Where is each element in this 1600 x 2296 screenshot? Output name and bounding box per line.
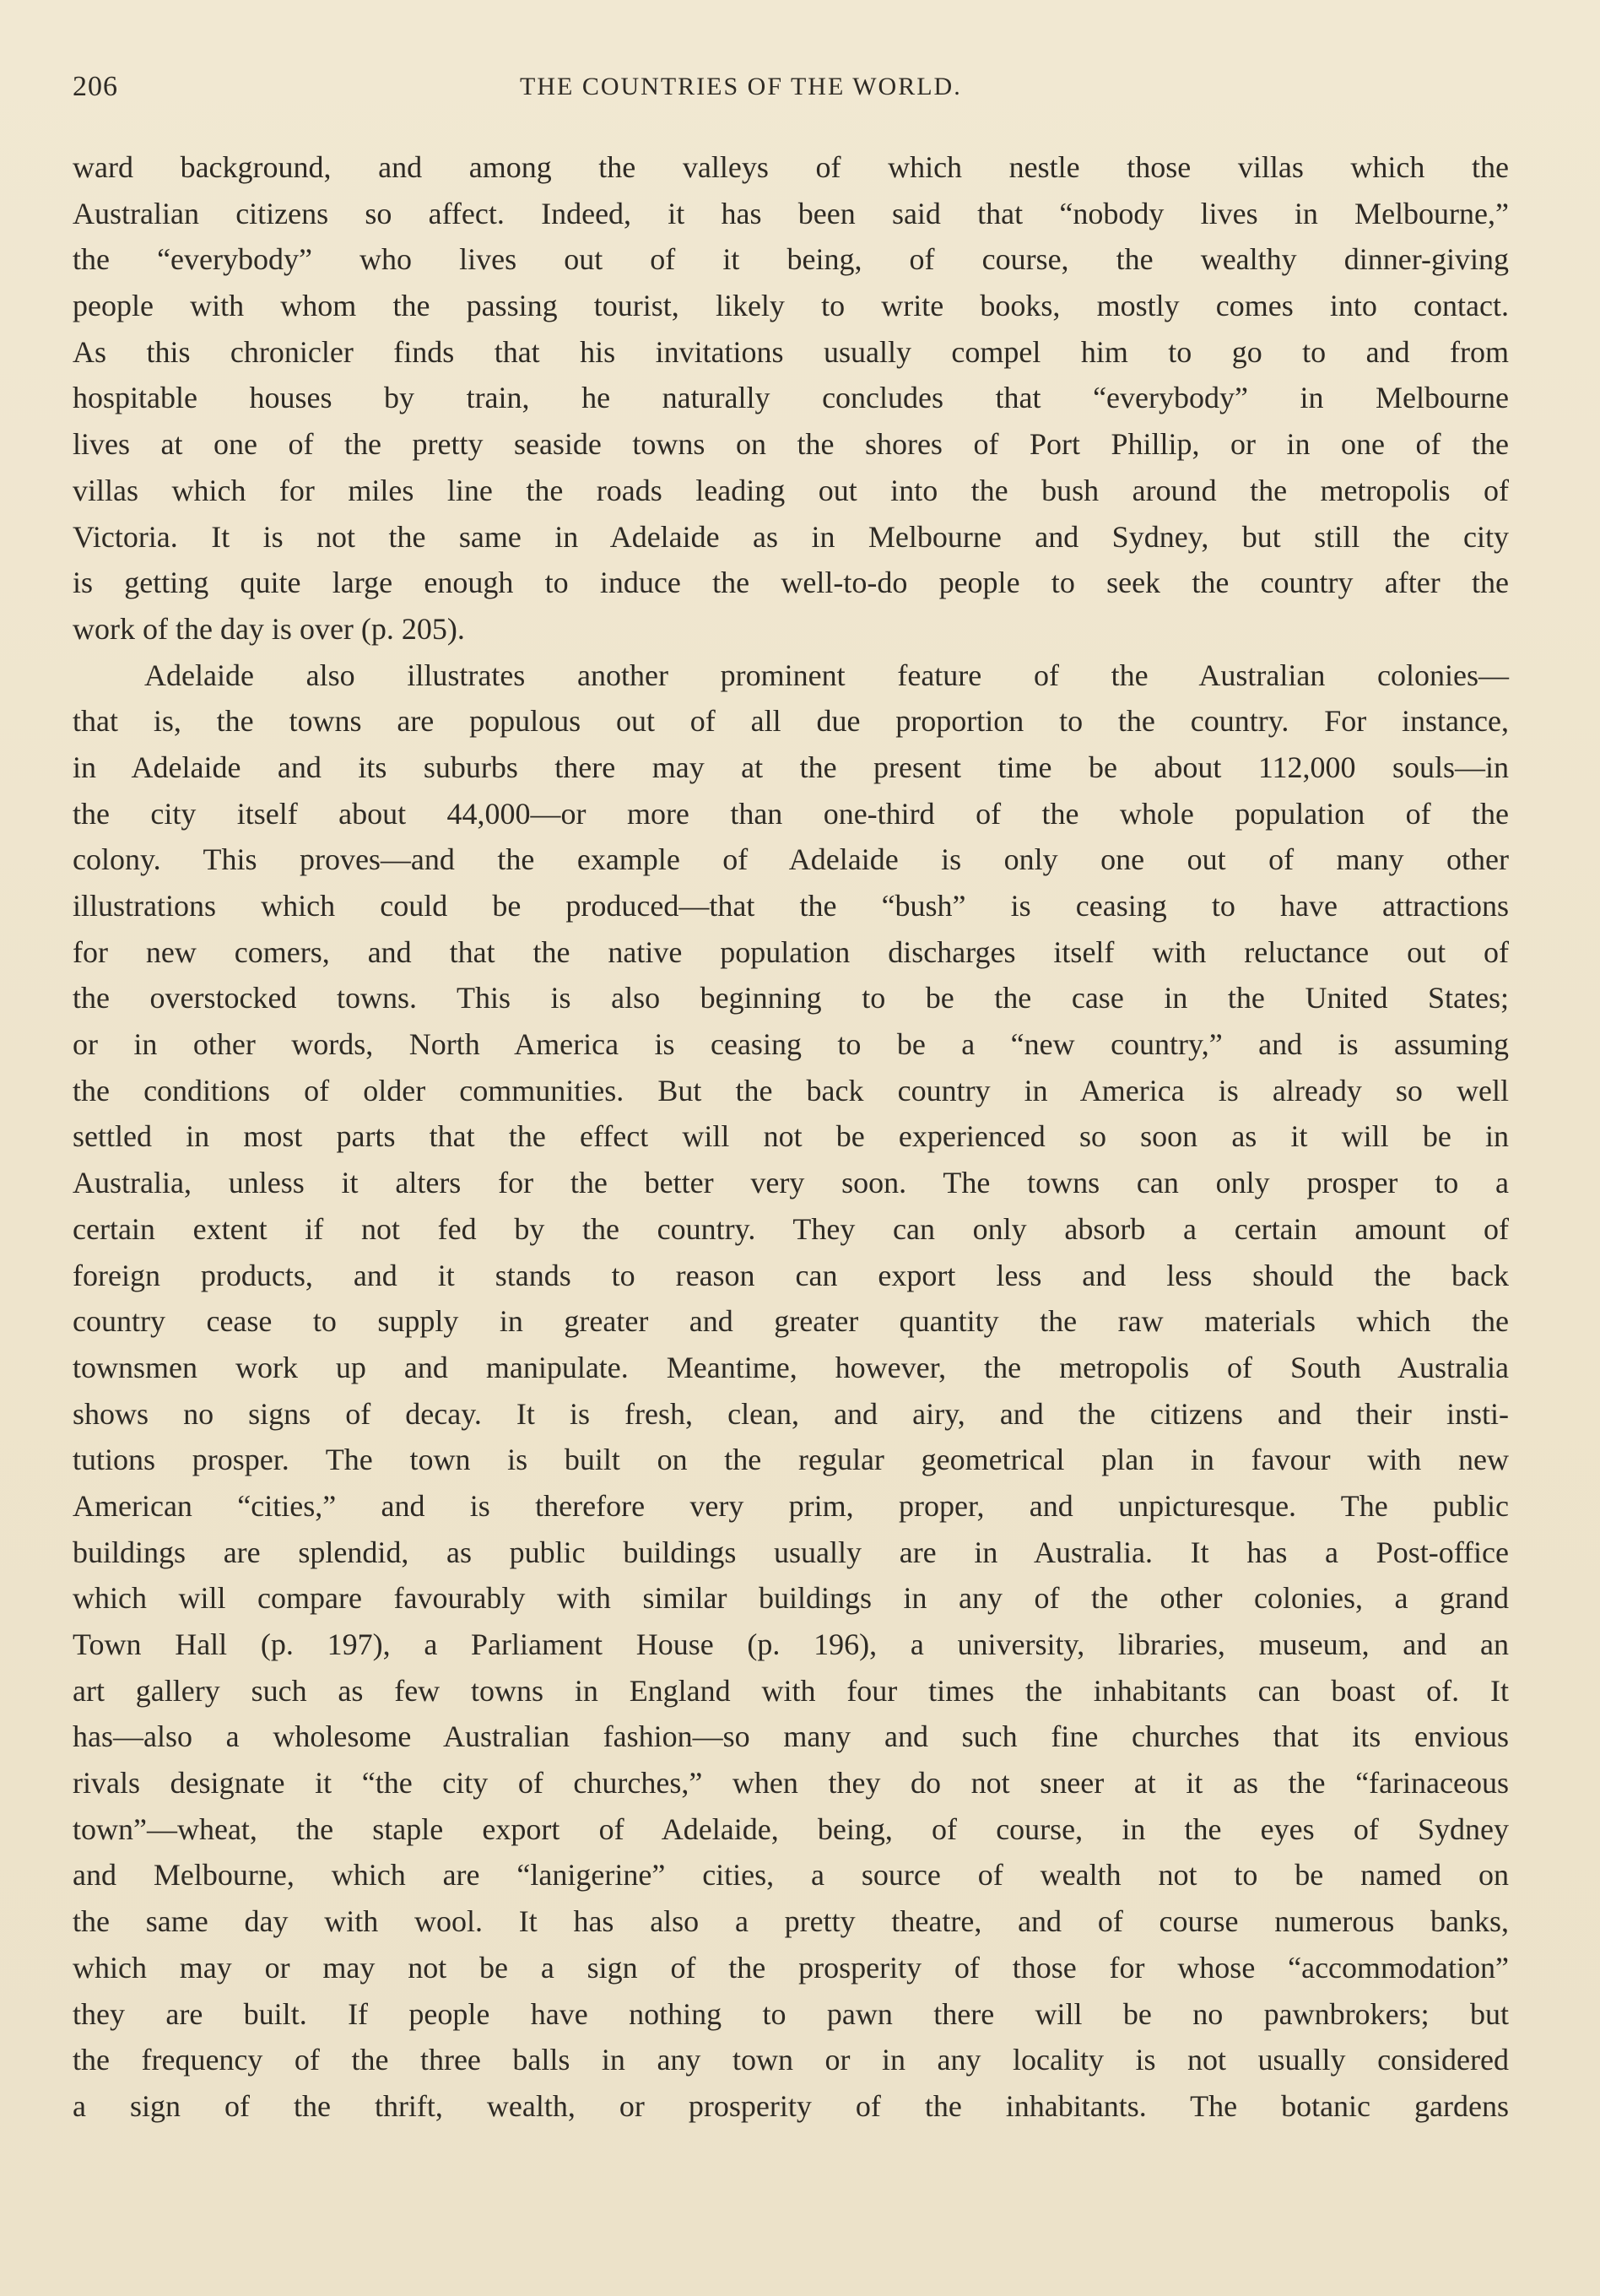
text-line: a sign of the thrift, wealth, or prosperity of the inhabitants. The botanic gardens	[73, 2088, 1509, 2123]
text-line: the frequency of the three balls in any town or in any locality is not usually considered	[73, 2043, 1509, 2077]
text-line: is getting quite large enough to induce the well-to-do people to seek the country after the	[73, 566, 1509, 600]
text-line: As this chronicler finds that his invitations usually compel him to go to and from	[73, 334, 1509, 369]
text-line: settled in most parts that the effect will not be experienced so soon as it will be in	[73, 1119, 1509, 1154]
text-line: Victoria. It is not the same in Adelaide as in Melbourne and Sydney, but still the city	[73, 519, 1509, 554]
text-line: art gallery such as few towns in England with four times the inhabitants can boast of. It	[73, 1673, 1509, 1708]
text-line: country cease to supply in greater and greater quantity the raw materials which the	[73, 1304, 1509, 1339]
paragraph-1	[73, 144, 1509, 653]
text-line: Adelaide also illustrates another prominent feature of the Australian colonies—	[144, 658, 1509, 692]
text-line: tutions prosper. The town is built on the regular geometrical plan in favour with new	[73, 1443, 1509, 1477]
text-line: in Adelaide and its suburbs there may at the present time be about 112,000 souls—in	[73, 750, 1509, 784]
text-line: that is, the towns are populous out of all due proportion to the country. For instance,	[73, 704, 1509, 739]
text-line: the “everybody” who lives out of it being, of course, the wealthy dinner-giving	[73, 242, 1509, 277]
text-line: has—also a wholesome Australian fashion—so many and such fine churches that its envious	[73, 1719, 1509, 1754]
text-line: buildings are splendid, as public buildings usually are in Australia. It has a Post-office	[73, 1535, 1509, 1569]
text-line: they are built. If people have nothing to pawn there will be no pawnbrokers; but	[73, 1996, 1509, 2031]
text-line: the city itself about 44,000—or more than one-third of the whole population of the	[73, 796, 1509, 831]
text-line: illustrations which could be produced—that the “bush” is ceasing to have attractions	[73, 889, 1509, 923]
text-line: American “cities,” and is therefore very prim, proper, and unpicturesque. The public	[73, 1488, 1509, 1523]
text-line: shows no signs of decay. It is fresh, clean, and airy, and the citizens and their insti-	[73, 1396, 1509, 1431]
text-line: Town Hall (p. 197), a Parliament House (p. 196), a university, libraries, museum, and an	[73, 1627, 1509, 1661]
page-number: 206	[73, 71, 118, 102]
text-line: for new comers, and that the native population discharges itself with reluctance out of	[73, 934, 1509, 969]
paragraph-2	[73, 653, 1509, 2130]
text-line: hospitable houses by train, he naturally concludes that “everybody” in Melbourne	[73, 381, 1509, 415]
text-line: which may or may not be a sign of the prosperity of those for whose “accommodation”	[73, 1950, 1509, 1985]
text-line: lives at one of the pretty seaside towns on the shores of Port Phillip, or in one of the	[73, 427, 1509, 462]
text-line: work of the day is over (p. 205).	[73, 611, 465, 646]
text-line: townsmen work up and manipulate. Meantime, however, the metropolis of South Australia	[73, 1350, 1509, 1384]
text-line: the overstocked towns. This is also beginning to be the case in the United States;	[73, 981, 1509, 1015]
text-line: certain extent if not fed by the country. They can only absorb a certain amount of	[73, 1211, 1509, 1246]
body-text	[73, 144, 1509, 2130]
text-line: Australian citizens so affect. Indeed, it has been said that “nobody lives in Melbourne,”	[73, 196, 1509, 230]
text-line: colony. This proves—and the example of Adelaide is only one out of many other	[73, 842, 1509, 877]
text-line: and Melbourne, which are “lanigerine” cities, a source of wealth not to be named on	[73, 1858, 1509, 1893]
text-line: the same day with wool. It has also a pretty theatre, and of course numerous banks,	[73, 1904, 1509, 1939]
running-head	[73, 66, 1507, 108]
text-line: ward background, and among the valleys of which nestle those villas which the	[73, 150, 1509, 184]
text-line: Australia, unless it alters for the better very soon. The towns can only prosper to a	[73, 1166, 1509, 1200]
text-line: the conditions of older communities. But the back country in America is already so well	[73, 1073, 1509, 1107]
text-line: or in other words, North America is ceasing to be a “new country,” and is assuming	[73, 1027, 1509, 1062]
text-line: villas which for miles line the roads leading out into the bush around the metropolis of	[73, 473, 1509, 507]
running-title: THE COUNTRIES OF THE WORLD.	[520, 73, 962, 100]
text-line: which will compare favourably with similar buildings in any of the other colonies, a grand	[73, 1581, 1509, 1616]
text-line: people with whom the passing tourist, likely to write books, mostly comes into contact.	[73, 289, 1509, 323]
text-line: town”—wheat, the staple export of Adelaide, being, of course, in the eyes of Sydney	[73, 1811, 1509, 1846]
text-line: foreign products, and it stands to reason can export less and less should the back	[73, 1258, 1509, 1292]
text-line: rivals designate it “the city of churches,” when they do not sneer at it as the “farinaceous	[73, 1766, 1509, 1801]
